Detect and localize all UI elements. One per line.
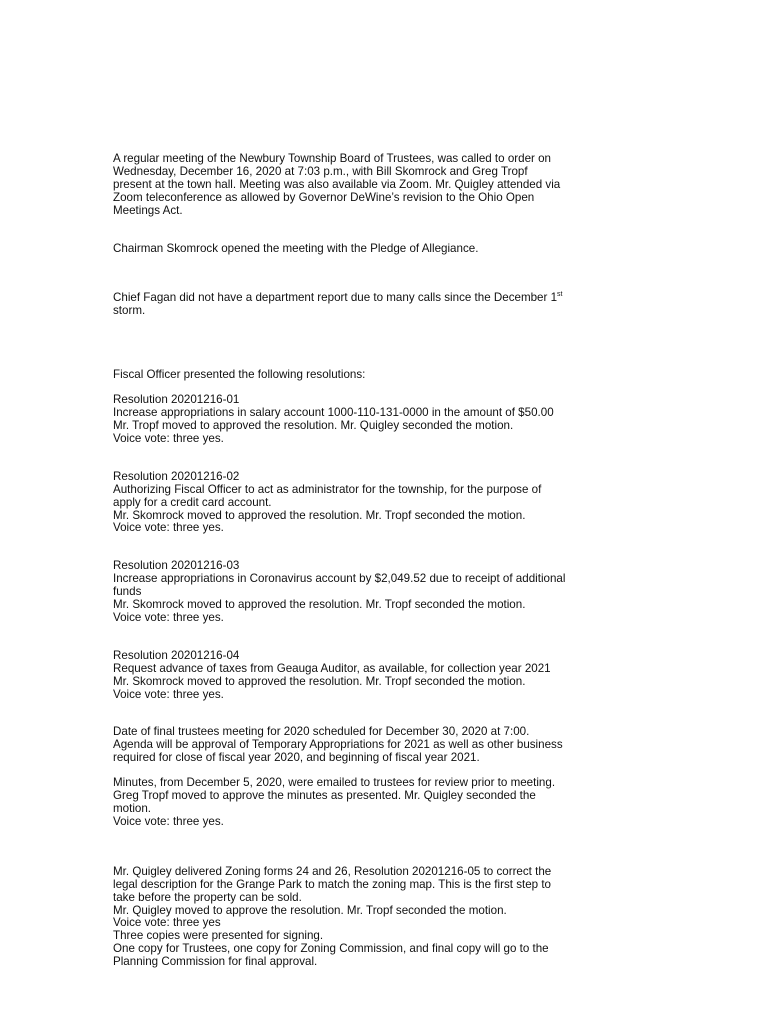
final-meeting-line: Date of final trustees meeting for 2020 scheduled for December 30, 2020 at 7:00. <box>113 725 530 739</box>
fire-report-line: storm. <box>113 304 146 318</box>
zoning-line: legal description for the Grange Park to match the zoning map. This is the first step to <box>113 877 551 891</box>
resolution-line: Resolution 20201216-02 <box>113 469 240 483</box>
resolution-line: Mr. Tropf moved to approved the resolution. Mr. Quigley seconded the motion. <box>113 418 514 432</box>
zoning-line: One copy for Trustees, one copy for Zoning Commission, and final copy will go to the <box>113 942 549 956</box>
final-meeting-line: Agenda will be approval of Temporary Appropriations for 2021 as well as other business <box>113 738 563 752</box>
resolution-04 <box>113 650 673 702</box>
zoning-line: Mr. Quigley moved to approve the resolution. Mr. Tropf seconded the motion. <box>113 903 507 917</box>
intro-line: A regular meeting of the Newbury Township Board of Trustees, was called to order on <box>113 152 552 165</box>
zoning-line: Mr. Quigley delivered Zoning forms 24 and 26, Resolution 20201216-05 to correct the <box>113 864 552 878</box>
intro-line: Zoom teleconference as allowed by Governor DeWine’s revision to the Ohio Open <box>113 190 535 204</box>
minutes-line: Minutes, from December 5, 2020, were emailed to trustees for review prior to meeting. <box>113 776 556 790</box>
resolution-line: Voice vote: three yes. <box>113 687 224 701</box>
zoning-line: take before the property can be sold. <box>113 890 302 904</box>
resolution-line: Resolution 20201216-03 <box>113 559 240 573</box>
fire-report-text: Chief Fagan did not have a department report due to many calls since the December 1 <box>113 291 558 305</box>
final-meeting-line: required for close of fiscal year 2020, and beginning of fiscal year 2021. <box>113 751 480 765</box>
resolution-03 <box>113 560 673 625</box>
resolution-line: Voice vote: three yes. <box>113 521 224 535</box>
fiscal-intro-paragraph <box>113 369 673 382</box>
meeting-minutes-page <box>113 153 673 969</box>
intro-line: Meetings Act. <box>113 203 183 217</box>
resolution-line: Request advance of taxes from Geauga Auditor, as available, for collection year 2021 <box>113 661 551 675</box>
zoning-line: Voice vote: three yes <box>113 916 221 930</box>
resolution-line: Mr. Skomrock moved to approved the resolution. Mr. Tropf seconded the motion. <box>113 508 526 522</box>
minutes-paragraph <box>113 777 673 829</box>
zoning-paragraph <box>113 866 673 969</box>
resolution-line: Mr. Skomrock moved to approved the resolution. Mr. Tropf seconded the motion. <box>113 674 526 688</box>
resolution-line: Mr. Skomrock moved to approved the resolution. Mr. Tropf seconded the motion. <box>113 598 526 612</box>
pledge-line: Chairman Skomrock opened the meeting with the Pledge of Allegiance. <box>113 241 479 255</box>
fire-report-line <box>113 292 673 305</box>
resolution-line: funds <box>113 585 142 599</box>
resolution-line: Resolution 20201216-01 <box>113 393 240 407</box>
intro-paragraph <box>113 153 673 218</box>
resolution-line: Voice vote: three yes. <box>113 431 224 445</box>
intro-line: present at the town hall. Meeting was also available via Zoom. Mr. Quigley attended via <box>113 177 561 191</box>
ordinal-superscript: st <box>557 291 563 299</box>
minutes-line: Greg Tropf moved to approve the minutes as presented. Mr. Quigley seconded the <box>113 789 536 803</box>
resolution-line: Authorizing Fiscal Officer to act as administrator for the township, for the purpose of <box>113 482 542 496</box>
resolution-line: apply for a credit card account. <box>113 495 272 509</box>
resolution-line: Increase appropriations in salary account 1000-110-131-0000 in the amount of $50.00 <box>113 406 554 420</box>
zoning-line: Planning Commission for final approval. <box>113 955 318 969</box>
resolution-01 <box>113 394 673 446</box>
fire-report-paragraph <box>113 292 673 318</box>
resolution-02 <box>113 471 673 536</box>
intro-line: Wednesday, December 16, 2020 at 7:03 p.m., with Bill Skomrock and Greg Tropf <box>113 164 528 178</box>
pledge-paragraph <box>113 243 673 256</box>
resolution-line: Voice vote: three yes. <box>113 610 224 624</box>
resolution-line: Resolution 20201216-04 <box>113 648 240 662</box>
resolution-line: Increase appropriations in Coronavirus account by $2,049.52 due to receipt of additional <box>113 572 566 586</box>
fiscal-intro-line: Fiscal Officer presented the following resolutions: <box>113 368 366 382</box>
zoning-line: Three copies were presented for signing. <box>113 929 324 943</box>
final-meeting-paragraph <box>113 726 673 765</box>
minutes-line: motion. <box>113 802 152 815</box>
minutes-line: Voice vote: three yes. <box>113 814 224 828</box>
